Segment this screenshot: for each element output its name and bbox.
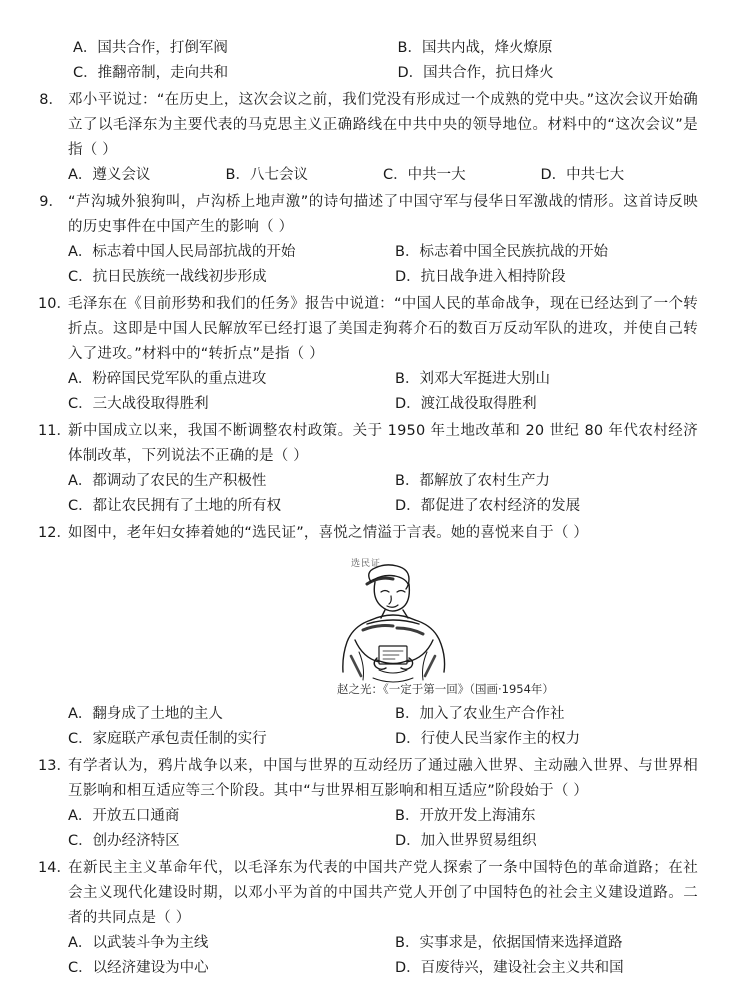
question-number: 9． — [39, 194, 63, 210]
question-options — [68, 367, 698, 417]
question-figure — [68, 550, 698, 700]
option-b[interactable]: B．加入了农业生产合作社 — [395, 706, 565, 722]
option-b[interactable]: B．都解放了农村生产力 — [395, 473, 550, 489]
option-a[interactable]: A．开放五口通商 — [68, 808, 180, 824]
carryover-options-block — [38, 36, 698, 86]
question-number: 14． — [38, 860, 71, 876]
option-d[interactable]: D．抗日战争进入相持阶段 — [395, 269, 566, 285]
option-a[interactable]: A．遵义会议 — [68, 167, 151, 183]
option-a[interactable]: A．国共合作，打倒军阀 — [73, 40, 228, 56]
question-options — [68, 469, 698, 519]
option-a[interactable]: A．标志着中国人民局部抗战的开始 — [68, 244, 296, 260]
option-c[interactable]: C．中共一大 — [383, 167, 466, 183]
option-a[interactable]: A．翻身成了土地的主人 — [68, 706, 223, 722]
option-d[interactable]: D．加入世界贸易组织 — [395, 833, 537, 849]
option-b[interactable]: B．开放开发上海浦东 — [395, 808, 536, 824]
question-options — [68, 931, 698, 981]
option-d[interactable]: D．百废待兴，建设社会主义共和国 — [395, 960, 624, 976]
question-stem: 如图中，老年妇女捧着她的“选民证”，喜悦之情溢于言表。她的喜悦来自于（ ） — [68, 525, 589, 541]
question-stem: 有学者认为，鸦片战争以来，中国与世界的互动经历了通过融入世界、主动融入世界、与世界相互影响和相互适应等三个阶段。其中“与世界相互影响和相互适应”阶段始于（ ） — [68, 758, 698, 799]
question-8 — [38, 88, 698, 188]
question-number: 8． — [39, 92, 63, 108]
option-c[interactable]: C．创办经济特区 — [68, 833, 180, 849]
option-b[interactable]: B．国共内战，烽火燎原 — [397, 40, 553, 56]
option-b[interactable]: B．实事求是，依据国情来选择道路 — [395, 935, 623, 951]
question-stem: 邓小平说过：“在历史上，这次会议之前，我们党没有形成过一个成熟的党中央。”这次会议开始确立了以毛泽东为主要代表的马克思主义正确路线在中共中央的领导地位。材料中的“这次会议”是指（ ） — [68, 92, 698, 158]
option-a[interactable]: A．都调动了农民的生产积极性 — [68, 473, 267, 489]
option-c[interactable]: C．家庭联产承包责任制的实行 — [68, 731, 267, 747]
question-9 — [38, 190, 698, 290]
question-options — [68, 240, 698, 290]
option-b[interactable]: B．标志着中国全民族抗战的开始 — [395, 244, 608, 260]
question-12 — [38, 521, 698, 752]
option-c[interactable]: C．抗日民族统一战线初步形成 — [68, 269, 267, 285]
option-a[interactable]: A．以武装斗争为主线 — [68, 935, 209, 951]
question-11 — [38, 419, 698, 519]
carryover-options — [73, 36, 698, 86]
option-b[interactable]: B．八七会议 — [225, 167, 308, 183]
question-number: 11． — [38, 423, 71, 439]
question-stem: “芦沟城外狼狗叫，卢沟桥上地声激”的诗句描述了中国守军与侵华日军激战的情形。这首诗反映的历史事件在中国产生的影响（ ） — [68, 194, 698, 235]
option-d[interactable]: D．中共七大 — [540, 167, 625, 183]
exam-content — [38, 36, 698, 983]
elderly-woman-ink-drawing — [293, 560, 493, 685]
option-b[interactable]: B．刘邓大军挺进大别山 — [395, 371, 550, 387]
option-c[interactable]: C．三大战役取得胜利 — [68, 396, 209, 412]
question-stem: 毛泽东在《目前形势和我们的任务》报告中说道：“中国人民的革命战争，现在已经达到了一个转折点。这即是中国人民解放军已经打退了美国走狗蒋介石的数百万反动军队的进攻，并使自己转入了进攻。”材料中的“转折点”是指（ ） — [68, 296, 698, 362]
question-number: 12． — [38, 525, 71, 541]
option-d[interactable]: D．国共合作，抗日烽火 — [397, 65, 554, 81]
question-stem: 在新民主主义革命年代，以毛泽东为代表的中国共产党人探索了一条中国特色的革命道路；在社会主义现代化建设时期，以邓小平为首的中国共产党人开创了中国特色的社会主义建设道路。二者的共同点是（ ） — [68, 860, 698, 926]
option-c[interactable]: C．以经济建设为中心 — [68, 960, 209, 976]
question-13 — [38, 754, 698, 854]
question-options — [68, 702, 698, 752]
option-c[interactable]: C．推翻帝制，走向共和 — [73, 65, 229, 81]
question-10 — [38, 292, 698, 417]
option-c[interactable]: C．都让农民拥有了土地的所有权 — [68, 498, 282, 514]
question-number: 10． — [38, 296, 71, 312]
voter-card-label: 选民证 — [351, 559, 382, 569]
question-stem: 新中国成立以来，我国不断调整农村政策。关于 1950 年土地改革和 20 世纪 80 年代农村经济体制改革，下列说法不正确的是（ ） — [68, 423, 698, 464]
option-d[interactable]: D．都促进了农村经济的发展 — [395, 498, 581, 514]
question-14 — [38, 856, 698, 981]
question-options — [68, 804, 698, 854]
question-options — [68, 163, 698, 188]
figure-caption: 赵之光：《一定于第一回》（国画·1954年） — [337, 682, 554, 696]
question-number: 13． — [38, 758, 71, 774]
option-d[interactable]: D．行使人民当家作主的权力 — [395, 731, 581, 747]
option-d[interactable]: D．渡江战役取得胜利 — [395, 396, 537, 412]
option-a[interactable]: A．粉碎国民党军队的重点进攻 — [68, 371, 267, 387]
